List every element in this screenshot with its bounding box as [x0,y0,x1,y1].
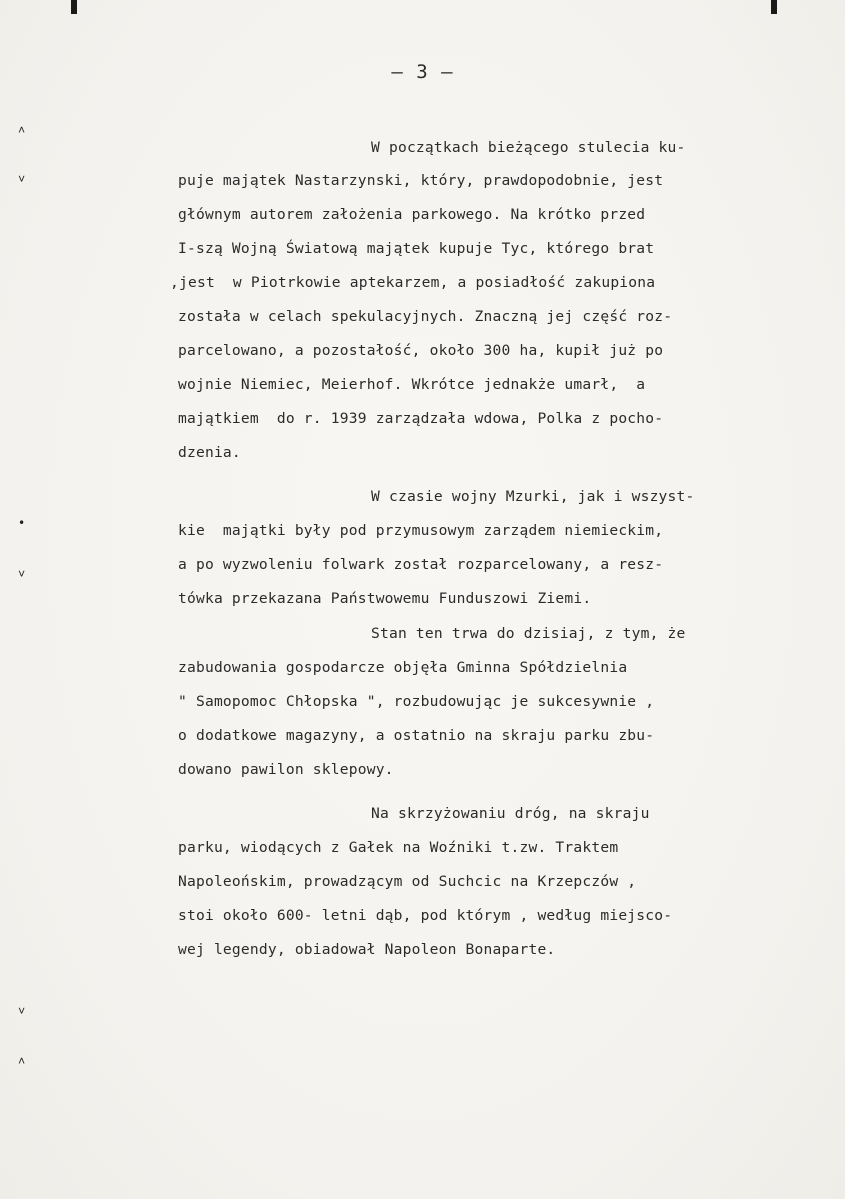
paragraph-line: dzenia. [178,444,241,461]
corner-binding-mark-right [771,0,777,14]
paragraph-line: zabudowania gospodarcze objęła Gminna Spółdzielnia [178,659,628,676]
paragraph-line: a po wyzwoleniu folwark został rozparcelowany, a resz- [178,556,664,573]
paragraph-line: dowano pawilon sklepowy. [178,761,394,778]
margin-mark: ˄ [18,1054,26,1068]
paragraph-line: wojnie Niemiec, Meierhof. Wkrótce jednakże umarł, a [178,376,646,393]
paragraph-line: Stan ten trwa do dzisiaj, z tym, że [371,625,686,642]
margin-mark: ˅ [18,172,26,186]
paragraph-line: głównym autorem założenia parkowego. Na krótko przed [178,206,646,223]
margin-mark: • [18,516,26,530]
paragraph-line: wej legendy, obiadował Napoleon Bonaparte. [178,941,556,958]
margin-mark: ˅ [18,1004,26,1018]
page-number: — 3 — [391,61,454,83]
margin-mark: ˅ [18,567,26,581]
paragraph-line: parku, wiodących z Gałek na Woźniki t.zw. Traktem [178,839,619,856]
paragraph-line: Na skrzyżowaniu dróg, na skraju [371,805,650,822]
paragraph-line: " Samopomoc Chłopska ", rozbudowując je sukcesywnie , [178,693,655,710]
paragraph-line: ,jest w Piotrkowie aptekarzem, a posiadłość zakupiona [170,274,656,291]
paragraph-line: W czasie wojny Mzurki, jak i wszyst- [371,488,695,505]
paragraph-line: parcelowano, a pozostałość, około 300 ha, kupił już po [178,342,664,359]
paragraph-line: majątkiem do r. 1939 zarządzała wdowa, Polka z pocho- [178,410,664,427]
paragraph-line: o dodatkowe magazyny, a ostatnio na skraju parku zbu- [178,727,655,744]
paragraph-line: Napoleońskim, prowadzącym od Suchcic na Krzepczów , [178,873,637,890]
paragraph-line: tówka przekazana Państwowemu Funduszowi Ziemi. [178,590,592,607]
paragraph-line: została w celach spekulacyjnych. Znaczną jej część roz- [178,308,673,325]
corner-binding-mark-left [71,0,77,14]
paragraph-line: stoi około 600- letni dąb, pod którym , według miejsco- [178,907,673,924]
paragraph-line: puje majątek Nastarzynski, który, prawdopodobnie, jest [178,172,664,189]
margin-mark: ˄ [18,123,26,137]
paragraph-line: W początkach bieżącego stulecia ku- [371,139,686,156]
paragraph-line: kie majątki były pod przymusowym zarządem niemieckim, [178,522,664,539]
paragraph-line: I-szą Wojną Światową majątek kupuje Tyc, którego brat [178,240,655,257]
